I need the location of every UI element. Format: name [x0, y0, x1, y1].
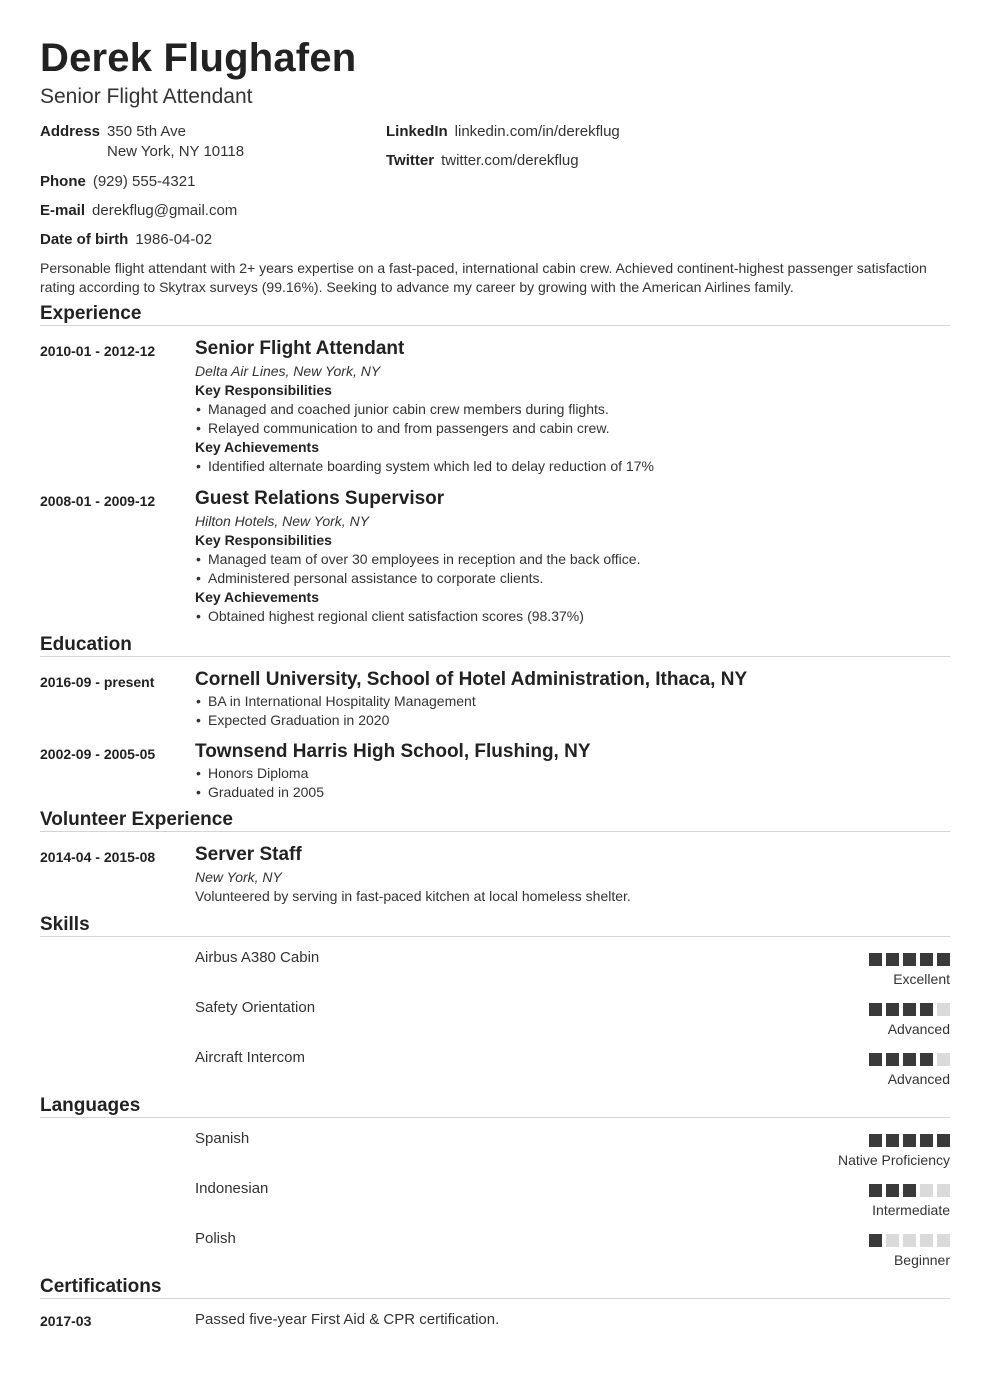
achievements-label: Key Achievements	[195, 589, 319, 605]
skill-rating	[869, 1053, 950, 1066]
rating-square-filled	[869, 1234, 882, 1247]
rating-square-filled	[903, 1003, 916, 1016]
rating-square-filled	[903, 1184, 916, 1197]
skills-divider	[40, 936, 950, 937]
achievement-item: • Identified alternate boarding system which led to delay reduction of 17%	[195, 457, 950, 476]
rating-square-filled	[869, 1184, 882, 1197]
dob-value: 1986-04-02	[135, 231, 213, 248]
responsibility-item: • Administered personal assistance to corporate clients.	[195, 569, 950, 588]
volunteer-dates: 2014-04 - 2015-08	[40, 849, 156, 865]
twitter-label: Twitter	[386, 152, 435, 169]
twitter-row	[386, 151, 579, 171]
education-divider	[40, 656, 950, 657]
language-name: Spanish	[195, 1130, 250, 1147]
rating-square-filled	[886, 1053, 899, 1066]
education-dates: 2016-09 - present	[40, 674, 155, 690]
education-detail: • Expected Graduation in 2020	[195, 711, 950, 730]
rating-square-filled	[903, 1053, 916, 1066]
responsibilities-label: Key Responsibilities	[195, 382, 332, 398]
language-level: Beginner	[893, 1252, 950, 1268]
linkedin-label: LinkedIn	[386, 123, 448, 140]
dob-label: Date of birth	[40, 231, 129, 248]
experience-divider	[40, 325, 950, 326]
rating-square-empty	[886, 1234, 899, 1247]
volunteer-description: Volunteered by serving in fast-paced kitchen at local homeless shelter.	[195, 888, 631, 904]
linkedin-row	[386, 122, 620, 142]
education-dates: 2002-09 - 2005-05	[40, 746, 156, 762]
email-label: E-mail	[40, 202, 86, 219]
responsibility-item: • Managed team of over 30 employees in reception and the back office.	[195, 550, 950, 569]
rating-square-filled	[920, 953, 933, 966]
job-title: Guest Relations Supervisor	[195, 488, 445, 509]
education-detail: • Graduated in 2005	[195, 783, 950, 802]
rating-square-empty	[937, 1234, 950, 1247]
achievements-label: Key Achievements	[195, 439, 319, 455]
address-label: Address	[40, 123, 101, 140]
rating-square-filled	[886, 1184, 899, 1197]
rating-square-filled	[886, 1003, 899, 1016]
rating-square-empty	[920, 1234, 933, 1247]
skill-rating	[869, 1003, 950, 1016]
dob-row	[40, 230, 212, 250]
rating-square-filled	[937, 1134, 950, 1147]
rating-square-filled	[903, 1134, 916, 1147]
skill-name: Airbus A380 Cabin	[195, 949, 320, 966]
rating-square-filled	[869, 1003, 882, 1016]
rating-square-filled	[869, 1134, 882, 1147]
school-name: Cornell University, School of Hotel Administration, Ithaca, NY	[195, 669, 748, 690]
achievement-item: • Obtained highest regional client satisfaction scores (98.37%)	[195, 607, 950, 626]
experience-entry	[195, 487, 950, 626]
experience-dates: 2008-01 - 2009-12	[40, 493, 156, 509]
email-row	[40, 201, 237, 221]
volunteer-role: Server Staff	[195, 844, 302, 865]
volunteer-divider	[40, 831, 950, 832]
employer: Hilton Hotels, New York, NY	[195, 513, 370, 529]
rating-square-empty	[937, 1053, 950, 1066]
rating-square-filled	[903, 953, 916, 966]
education-entry	[195, 740, 950, 802]
responsibility-item: • Managed and coached junior cabin crew members during flights.	[195, 400, 950, 419]
candidate-title: Senior Flight Attendant	[40, 85, 253, 108]
address-line1: 350 5th Ave	[107, 123, 186, 140]
resume-page	[40, 0, 950, 1400]
phone-value: (929) 555-4321	[92, 173, 196, 190]
skill-level: Advanced	[887, 1071, 950, 1087]
email-value[interactable]: derekflug@gmail.com	[92, 202, 238, 219]
employer: Delta Air Lines, New York, NY	[195, 363, 381, 379]
rating-square-filled	[869, 1053, 882, 1066]
rating-square-filled	[869, 953, 882, 966]
language-rating	[869, 1134, 950, 1147]
language-level: Intermediate	[872, 1202, 950, 1218]
address-line2: New York, NY 10118	[107, 143, 245, 160]
rating-square-filled	[886, 953, 899, 966]
volunteer-heading: Volunteer Experience	[40, 809, 233, 830]
education-entry	[195, 668, 950, 730]
skills-heading: Skills	[40, 914, 90, 935]
language-rating	[869, 1184, 950, 1197]
education-detail: • Honors Diploma	[195, 764, 950, 783]
language-level: Native Proficiency	[837, 1152, 950, 1168]
rating-square-filled	[920, 1134, 933, 1147]
school-name: Townsend Harris High School, Flushing, NY	[195, 741, 591, 762]
responsibilities-label: Key Responsibilities	[195, 532, 332, 548]
linkedin-link[interactable]: linkedin.com/in/derekflug	[454, 123, 620, 140]
phone-label: Phone	[40, 173, 86, 190]
certification-text: Passed five-year First Aid & CPR certification.	[195, 1311, 500, 1328]
skill-level: Advanced	[887, 1021, 950, 1037]
education-heading: Education	[40, 634, 132, 655]
rating-square-empty	[937, 1003, 950, 1016]
candidate-name: Derek Flughafen	[40, 36, 357, 80]
experience-dates: 2010-01 - 2012-12	[40, 343, 156, 359]
job-title: Senior Flight Attendant	[195, 338, 405, 359]
skill-name: Aircraft Intercom	[195, 1049, 306, 1066]
volunteer-location: New York, NY	[195, 869, 282, 885]
rating-square-empty	[937, 1184, 950, 1197]
rating-square-empty	[920, 1184, 933, 1197]
language-name: Polish	[195, 1230, 236, 1247]
twitter-link[interactable]: twitter.com/derekflug	[441, 152, 579, 169]
certifications-divider	[40, 1298, 950, 1299]
rating-square-filled	[886, 1134, 899, 1147]
responsibility-item: • Relayed communication to and from passengers and cabin crew.	[195, 419, 950, 438]
certifications-heading: Certifications	[40, 1276, 162, 1297]
experience-entry	[195, 337, 950, 476]
phone-row	[40, 172, 195, 192]
languages-heading: Languages	[40, 1095, 141, 1116]
language-rating	[869, 1234, 950, 1247]
skill-name: Safety Orientation	[195, 999, 316, 1016]
languages-divider	[40, 1117, 950, 1118]
profile-summary: Personable flight attendant with 2+ years expertise on a fast-paced, international cabin crew. Achieved continent-highest passenger satisfaction rating according to Skytrax surveys (99.16%). Seeking to advance my career by growing with the American Airlines family.	[40, 260, 927, 295]
volunteer-entry	[195, 843, 950, 906]
rating-square-filled	[920, 1053, 933, 1066]
education-detail: • BA in International Hospitality Management	[195, 692, 950, 711]
address-row	[40, 122, 186, 142]
certification-date: 2017-03	[40, 1313, 92, 1329]
rating-square-filled	[937, 953, 950, 966]
language-name: Indonesian	[195, 1180, 269, 1197]
skill-level: Excellent	[893, 971, 950, 987]
rating-square-empty	[903, 1234, 916, 1247]
skill-rating	[869, 953, 950, 966]
rating-square-filled	[920, 1003, 933, 1016]
experience-heading: Experience	[40, 303, 142, 324]
